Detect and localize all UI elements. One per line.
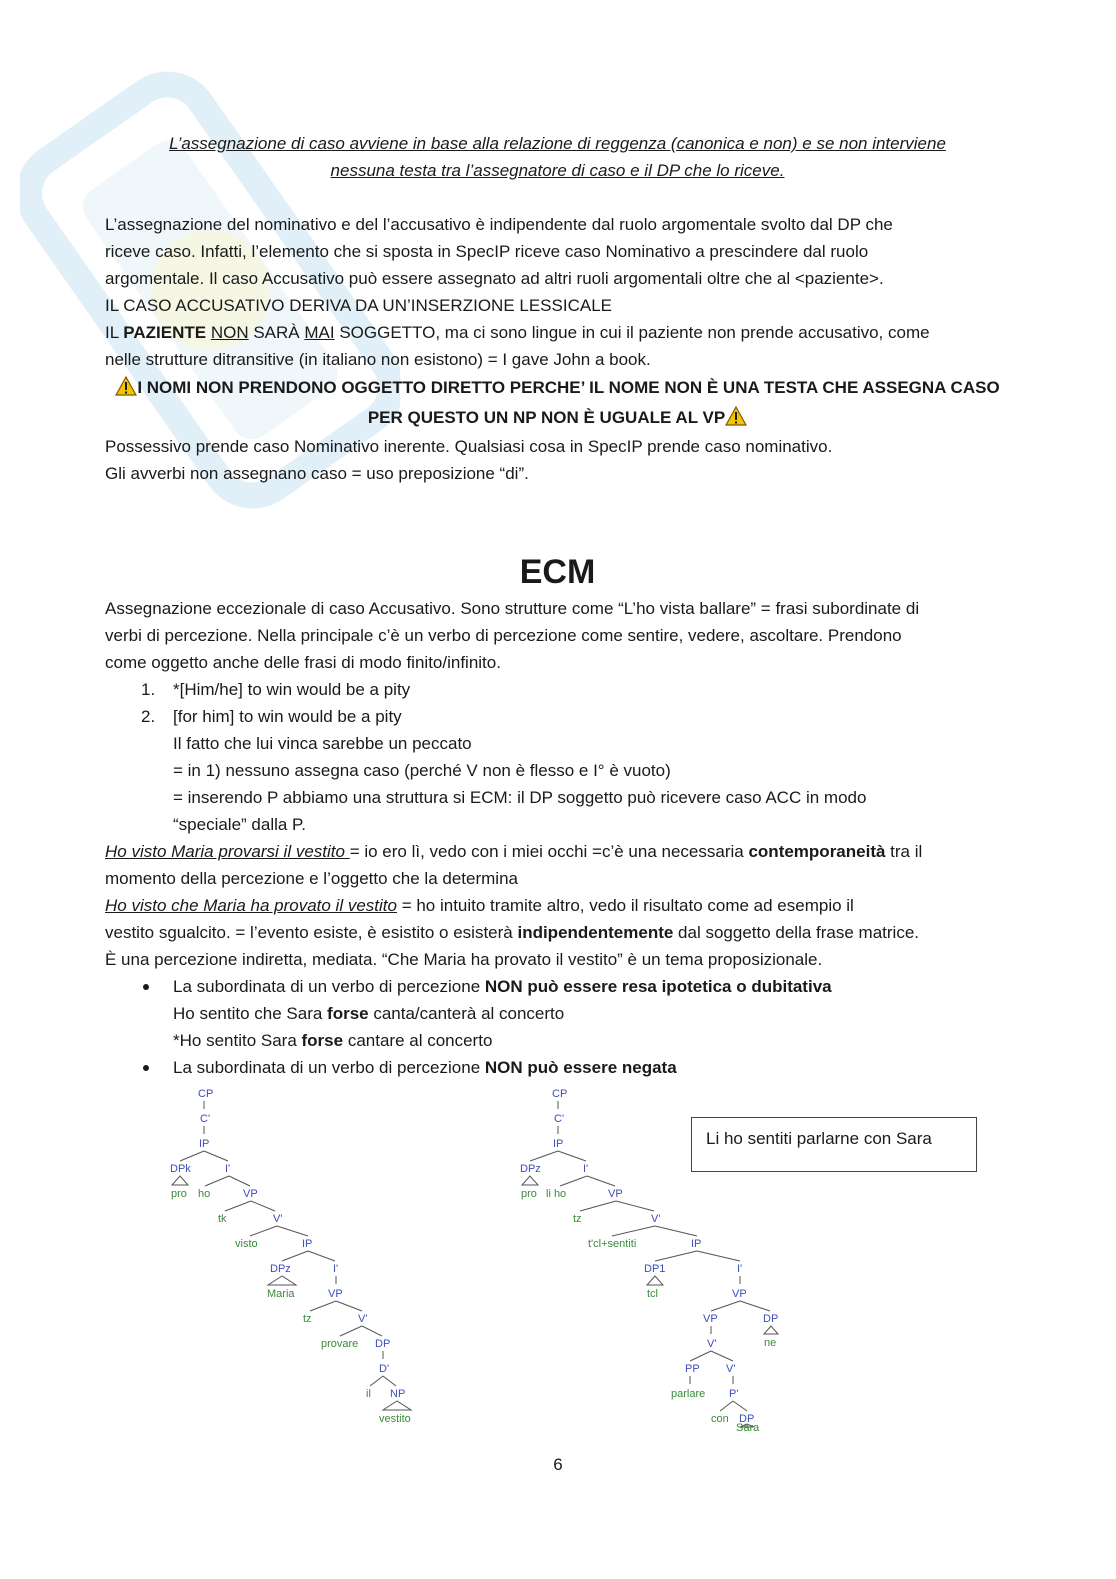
tree-triangle [172, 1176, 188, 1185]
tree-node: V' [358, 1313, 368, 1325]
warning-icon [725, 406, 747, 426]
tree-edge [251, 1201, 275, 1211]
tree-edge [277, 1226, 308, 1236]
paragraph-line: come oggetto anche delle frasi di modo finito/infinito. [105, 653, 501, 672]
tree-leaf: tk [218, 1213, 227, 1225]
tree-edge [180, 1151, 204, 1161]
tree-node: V' [273, 1213, 283, 1225]
tree-leaf: pro [171, 1188, 187, 1200]
tree-triangle [383, 1401, 411, 1410]
tree-edge [205, 1176, 229, 1186]
bold-span: contemporaneità [748, 842, 886, 861]
tree-edge [558, 1151, 586, 1161]
list-item [105, 676, 1010, 703]
text-span: canta/canterà al concerto [368, 1004, 565, 1023]
paragraph-line: È una percezione indiretta, mediata. “Che Maria ha provato il vestito” è un tema proposizionale. [105, 950, 823, 969]
tree-node: IP [199, 1138, 210, 1150]
tree-node: I' [737, 1263, 743, 1275]
bold-span: indipendentemente [517, 923, 674, 942]
tree-node: CP [198, 1088, 214, 1100]
tree-node: I' [225, 1163, 231, 1175]
tree-edge [204, 1151, 228, 1161]
tree-edge [340, 1326, 362, 1336]
tree-leaf: tcl [647, 1288, 658, 1300]
tree-edge [250, 1226, 277, 1236]
tree-leaf: Maria [267, 1288, 295, 1300]
text-span: tra il [885, 842, 923, 861]
tree-edge [697, 1251, 740, 1261]
indented-line [105, 1000, 1010, 1027]
list-number: 2. [141, 707, 156, 726]
bold-span: forse [301, 1031, 344, 1050]
text-span: cantare al concerto [343, 1031, 493, 1050]
tree-leaf: provare [321, 1338, 359, 1350]
paziente-line [105, 319, 1010, 346]
tree-node: D' [379, 1363, 390, 1375]
tree-edge [530, 1151, 558, 1161]
text-span: = io ero lì, vedo con i miei occhi =c’è una necessaria [349, 842, 749, 861]
underlined-span: MAI [304, 323, 335, 342]
tree-leaf: tz [303, 1313, 312, 1325]
tree-leaf: li ho [546, 1188, 567, 1200]
tree-leaf: tz [573, 1213, 582, 1225]
tree-node: DP [763, 1313, 779, 1325]
text-span: vestito sgualcito. = l’evento esiste, è esistito o esisterà [105, 923, 518, 942]
tree-node: DP [739, 1413, 755, 1425]
tree-node: PP [685, 1363, 700, 1375]
tree-edge [711, 1351, 733, 1361]
tree-leaf: Sara [736, 1422, 760, 1432]
tree-node: I' [333, 1263, 339, 1275]
tree-edge [580, 1201, 616, 1211]
paragraph-line: momento della percezione e l’oggetto che la determina [105, 869, 518, 888]
text-span: SOGGETTO, ma ci sono lingue in cui il paziente non prende accusativo, come [334, 323, 930, 342]
tree-leaf: parlare [671, 1388, 706, 1400]
paragraph-line: Assegnazione eccezionale di caso Accusativo. Sono strutture come “L’ho vista ballare” = frasi subordinate di [105, 599, 920, 618]
tree-leaf: ho [198, 1188, 211, 1200]
tree-node: P' [729, 1388, 739, 1400]
text-span: La subordinata di un verbo di percezione [173, 977, 485, 996]
intro-line: nessuna testa tra l’assegnatore di caso e il DP che lo riceve. [330, 161, 785, 180]
tree-node: DP [375, 1338, 391, 1350]
bold-span: NON può essere negata [484, 1058, 677, 1077]
tree-node: V' [707, 1338, 717, 1350]
tree-edge [733, 1401, 747, 1411]
tree-edge [370, 1376, 383, 1386]
tree-edge [587, 1176, 615, 1186]
indented-line: = inserendo P abbiamo una struttura si ECM: il DP soggetto può ricevere caso ACC in modo [173, 788, 867, 807]
tree-leaf: il [366, 1388, 371, 1400]
tree-node: IP [553, 1138, 564, 1150]
italic-example: Ho visto che Maria ha provato il vestito [105, 896, 397, 915]
tree-node: IP [691, 1238, 702, 1250]
tree-leaf: pro [521, 1188, 537, 1200]
paragraph-line: argomentale. Il caso Accusativo può essere assegnato ad altri ruoli argomentali oltre che al <paziente>. [105, 269, 884, 288]
list-number: 1. [141, 680, 156, 699]
example-box: Li ho sentiti parlarne con Sara [691, 1117, 977, 1172]
list-text: [for him] to win would be a pity [173, 707, 402, 726]
tree-leaf: con [711, 1413, 729, 1425]
tree-triangle [647, 1276, 663, 1285]
paragraph-line: Gli avverbi non assegnano caso = uso preposizione “di”. [105, 464, 529, 483]
bold-span: forse [327, 1004, 369, 1023]
example-line [105, 892, 1010, 919]
warning-icon [115, 376, 137, 396]
paragraph-line: verbi di percezione. Nella principale c’è un verbo di percezione come sentire, vedere, ascoltare. Prendono [105, 626, 902, 645]
text-span: SARÀ [248, 323, 305, 342]
paragraph-line: Possessivo prende caso Nominativo inerente. Qualsiasi cosa in SpecIP prende caso nominativo. [105, 437, 833, 456]
warning-text: I NOMI NON PRENDONO OGGETTO DIRETTO PERCHE’ IL NOME NON È UNA TESTA CHE ASSEGNA CASO [137, 378, 1000, 397]
tree-edge [310, 1301, 336, 1311]
page-content [105, 130, 1010, 1081]
indented-line [105, 1027, 1010, 1054]
bullet-dot [143, 984, 149, 990]
bullet-item [105, 1054, 1010, 1081]
warning-line [105, 373, 1010, 403]
list-text: *[Him/he] to win would be a pity [173, 680, 411, 699]
tree-leaf: vestito [379, 1413, 411, 1425]
tree-edge [740, 1301, 770, 1311]
tree-leaf: visto [235, 1238, 258, 1250]
tree-edge [612, 1226, 655, 1236]
tree-node: VP [243, 1188, 258, 1200]
tree-edge [655, 1251, 697, 1261]
tree-edge [282, 1251, 308, 1261]
section-title: ECM [519, 553, 596, 591]
tree-left [170, 1088, 411, 1425]
tree-node: DPz [270, 1263, 291, 1275]
tree-triangle [522, 1176, 538, 1185]
paragraph-line: riceve caso. Infatti, l’elemento che si sposta in SpecIP riceve caso Nominativo a prescindere dal ruolo [105, 242, 869, 261]
tree-node: VP [703, 1313, 718, 1325]
tree-node: C' [200, 1113, 211, 1125]
tree-edge [711, 1301, 740, 1311]
tree-leaf: ne [764, 1337, 777, 1349]
tree-edge [383, 1376, 396, 1386]
underlined-span: NON [210, 323, 249, 342]
indented-line: Il fatto che lui vinca sarebbe un peccato [173, 734, 472, 753]
tree-node: DPk [170, 1163, 191, 1175]
tree-node: C' [554, 1113, 565, 1125]
tree-node: VP [328, 1288, 343, 1300]
list-item [105, 703, 1010, 730]
numbered-list [105, 676, 1010, 730]
tree-node: CP [552, 1088, 568, 1100]
tree-node: DP1 [644, 1263, 666, 1275]
paragraph-line: IL CASO ACCUSATIVO DERIVA DA UN’INSERZIONE LESSICALE [105, 296, 612, 315]
tree-node: NP [390, 1388, 406, 1400]
text-span: La subordinata di un verbo di percezione [173, 1058, 485, 1077]
example-line [105, 838, 1010, 865]
paragraph-line: nelle strutture ditransitive (in italiano non esistono) = I gave John a book. [105, 350, 651, 369]
text-span: *Ho sentito Sara [173, 1031, 302, 1050]
warning-text: PER QUESTO UN NP NON È UGUALE AL VP [367, 408, 726, 427]
text-span: Ho sentito che Sara [173, 1004, 328, 1023]
tree-edge [616, 1201, 654, 1211]
tree-node: DPz [520, 1163, 541, 1175]
indented-line: “speciale” dalla P. [173, 815, 306, 834]
tree-leaf: t'cl+sentiti [588, 1238, 637, 1250]
text-span: dal soggetto della frase matrice. [673, 923, 920, 942]
intro-line: L’assegnazione di caso avviene in base alla relazione di reggenza (canonica e non) e se non interviene [169, 134, 946, 153]
tree-edge [720, 1401, 733, 1411]
tree-edge [560, 1176, 587, 1186]
page-number: 6 [553, 1455, 563, 1474]
tree-edge [308, 1251, 335, 1261]
italic-example: Ho visto Maria provarsi il vestito [105, 842, 350, 861]
paragraph-line [105, 919, 1010, 946]
tree-edge [229, 1176, 250, 1186]
bold-span: NON può essere resa ipotetica o dubitativa [484, 977, 832, 996]
text-span: = ho intuito tramite altro, vedo il risultato come ad esempio il [396, 896, 854, 915]
tree-triangle [268, 1276, 296, 1285]
tree-node: VP [608, 1188, 623, 1200]
tree-triangle [764, 1326, 778, 1334]
indented-line: = in 1) nessuno assegna caso (perché V non è flesso e I° è vuoto) [173, 761, 671, 780]
bullet-dot [143, 1065, 149, 1071]
tree-node: V' [651, 1213, 661, 1225]
bullet-item [105, 973, 1010, 1000]
bold-span: PAZIENTE [123, 323, 207, 342]
tree-node: VP [732, 1288, 747, 1300]
tree-edge [225, 1201, 251, 1211]
text-span: IL [105, 323, 124, 342]
tree-edge [362, 1326, 382, 1336]
paragraph-line: L’assegnazione del nominativo e del l’accusativo è indipendente dal ruolo argomentale svolto dal DP che [105, 215, 893, 234]
tree-node: I' [583, 1163, 589, 1175]
tree-edge [655, 1226, 697, 1236]
tree-node: IP [302, 1238, 313, 1250]
tree-edge [336, 1301, 362, 1311]
tree-node: V' [726, 1363, 736, 1375]
tree-edge [690, 1351, 711, 1361]
warning-line [105, 403, 1010, 433]
